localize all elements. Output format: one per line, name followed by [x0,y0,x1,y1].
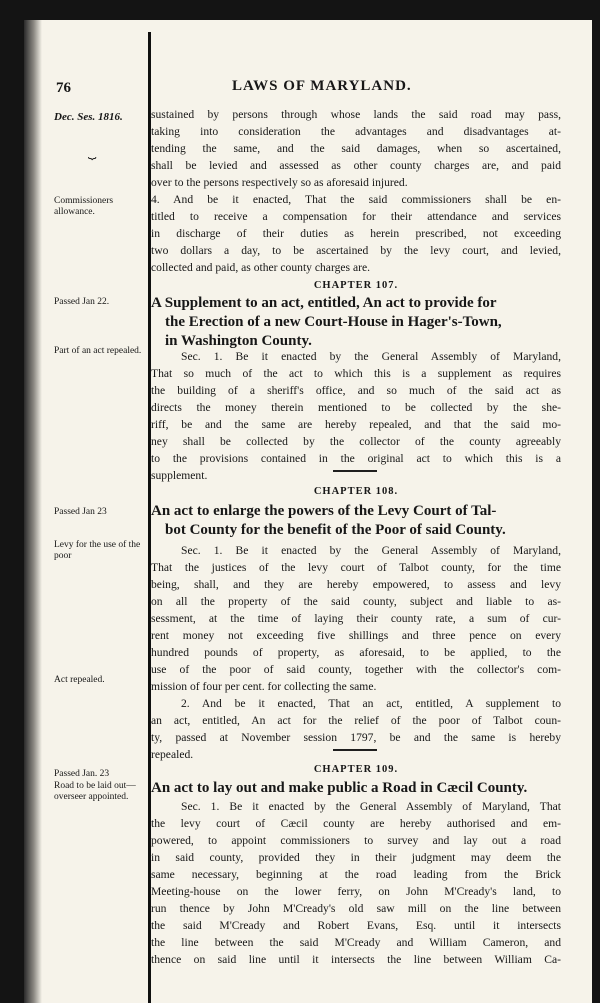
text-line: use of the poor of said county, together with the collector's com- [151,663,561,676]
text-line: mission of four per cent. for collecting the same. [151,680,377,693]
text-line: an act, entitled, An act for the relief of the poor of Talbot coun- [151,714,561,727]
text-line: the building of a sheriff's office, and so much of the said act as [151,384,561,397]
text-line: riff, be and the same are hereby repealed, and that the said mo- [151,418,561,431]
text-line: shall be levied and assessed as other county charges are, and paid [151,159,561,172]
text-line: tending the same, and the said damages, when so ascertained, [151,142,561,155]
margin-note-passed-109: Passed Jan. 23 [54,769,110,779]
act-title-line: bot County for the benefit of the Poor of said County. [165,522,506,538]
page-number: 76 [56,80,71,96]
act-title-line: An act to lay out and make public a Road in Cæcil County. [151,780,528,796]
section-rule [333,749,377,751]
act-title-line: A Supplement to an act, entitled, An act to provide for [151,295,497,311]
text-line: repealed. [151,748,194,761]
chapter-heading: CHAPTER 109. [313,764,399,775]
chapter-heading: CHAPTER 108. [313,486,399,497]
text-line: ty, passed at November session 1797, be and the same is hereby [151,731,561,744]
text-line: Meeting-house on the lower ferry, on John M'Cready's land, to [151,885,561,898]
text-line: on all the property of the said county, subject and liable to as- [151,595,561,608]
text-line: 2. And be it enacted, That an act, entitled, A supplement to [181,697,561,710]
book-page [24,20,592,1003]
margin-note-commissioners: Commissioners allowance. [54,196,114,217]
text-line: 4. And be it enacted, That the said commissioners shall be en- [151,193,561,206]
text-line: directs the money therein mentioned to be collected by the she- [151,401,561,414]
chapter-heading: CHAPTER 107. [313,280,399,291]
text-line: supplement. [151,469,208,482]
act-title-line: in Washington County. [165,333,312,349]
text-line: the line between the said M'Cready and William Cameron, and [151,936,561,949]
text-line: being, shall, and they are hereby empowered, to assess and levy [151,578,561,591]
text-line: ney shall be collected by the collector of the county agreeably [151,435,561,448]
margin-note-act-repealed: Act repealed. [54,675,105,685]
text-line: hundred pounds of property, as aforesaid, to be applied, to the [151,646,561,659]
text-line: two dollars a day, to be ascertained by the levy court, and levied, [151,244,561,257]
text-line: in said county, provided they in their judgment may deem the [151,851,561,864]
margin-note-levy-poor: Levy for the use of the poor [54,540,141,561]
running-title: LAWS OF MARYLAND. [232,78,412,94]
text-line: Sec. 1. Be it enacted by the General Assembly of Maryland, That [181,800,561,813]
text-line: That the justices of the levy court of Talbot county, for the time [151,561,561,574]
margin-note-road: Road to be laid out—overseer appointed. [54,781,136,802]
text-line: collected and paid, as other county charges are. [151,261,371,274]
text-line: run thence by John M'Cready's old saw mill on the line between [151,902,561,915]
text-line: sessment, at the time of laying their county rate, a sum of cur- [151,612,561,625]
text-line: rent money not exceeding five shillings and three pence on every [151,629,561,642]
text-line: sustained by persons through whose lands the said road may pass, [151,108,561,121]
text-line: titled to receive a compensation for their attendance and services [151,210,561,223]
text-line: That so much of the act to which this is a supplement as requires [151,367,561,380]
page-header [56,78,584,100]
margin-note-passed-107: Passed Jan 22. [54,297,110,307]
text-line: the said M'Cready and Robert Evans, Esq. until it intersects [151,919,561,932]
text-line: in discharge of their duties as herein prescribed, not exceeding [151,227,561,240]
brace-mark: ⏟ [88,145,97,160]
text-line: Sec. 1. Be it enacted by the General Assembly of Maryland, [181,350,561,363]
margin-note-session: Dec. Ses. 1816. [54,111,123,123]
text-line: taking into consideration the advantages and disadvantages at- [151,125,561,138]
act-title-line: An act to enlarge the powers of the Levy Court of Tal- [151,503,497,519]
text-line: powered, to appoint commissioners to survey and lay out a road [151,834,561,847]
text-line: same necessary, beginning at the road leading from the Brick [151,868,561,881]
margin-note-passed-108: Passed Jan 23 [54,507,107,517]
act-title-line: the Erection of a new Court-House in Hager's-Town, [165,314,502,330]
text-line: Sec. 1. Be it enacted by the General Assembly of Maryland, [181,544,561,557]
margin-note-part-repealed: Part of an act repealed. [54,346,142,356]
text-line: over to the persons respectively so as aforesaid injured. [151,176,408,189]
binding-shadow [24,20,42,1003]
text-line: the levy court of Cæcil county are hereby authorised and em- [151,817,561,830]
text-line: to the provisions contained in the original act to which this is a [151,452,561,465]
section-rule [333,470,377,472]
text-line: thence on said line until it intersects the line between William Ca- [151,953,561,966]
